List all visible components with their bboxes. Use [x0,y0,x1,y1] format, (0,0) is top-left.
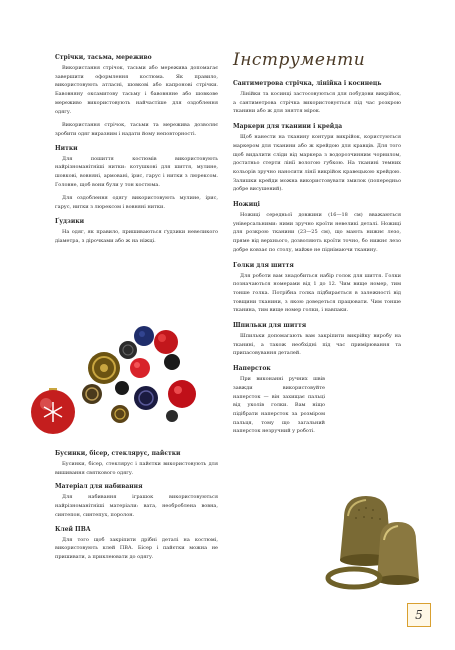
paragraph: Для роботи вам знадобиться набір голок для шиття. Голки позначаються номерами від 1 до 12. Чим вище номер, тим тонше голка. Потрібна голка підбирається в залежності від товщини тканини, з якою доведеться працювати. Чим тонше тканина, тим вище номер голки, і навпаки. [233,272,401,314]
paragraph: Використання стрічок, тасьми або мереживa допомагає завершити оформлення костюма. Як правило, використовують атласні, шовкові або капронові стрічки. Бавовняну оксамитову тасьму і бавовняне або шовкове мереживо використовують найчастіше для оздоблення одягу. [55,65,218,115]
paragraph: Для оздоблення одягу використовують мулине, ірис, гарус, нитки з люрексом і вовняні нитки. [55,195,218,211]
left-column [55,54,218,251]
section-title: Матеріал для набивання [55,483,143,491]
right-column [233,50,401,443]
button-icon [130,358,150,378]
paragraph: Бусинки, бісер, стеклярус і пайєтки використовують для вишивання святкового одягу. [55,461,218,476]
section-scissors [233,201,401,255]
button-icon [111,405,129,423]
ornament-icon [31,388,75,434]
chapter-title: Інструменти [233,50,366,70]
paragraph: Шпильки допомагають вам закріпити викрійку виробу на тканині, а також необхідні під час примірювання та припасовування деталей. [233,333,401,357]
section-needles [233,262,401,316]
section-title: Нитки [55,144,78,152]
page-number: 5 [407,603,431,627]
section-buttons [55,218,218,245]
button-icon [168,380,196,408]
button-icon [115,381,129,395]
section-title: Шпильки для шиття [233,322,307,330]
button-icon [134,326,154,346]
section-tape-ruler [233,80,401,116]
section-threads [55,145,218,212]
thimble-photo [324,488,424,593]
section-title: Сантиметрова стрічка, лінійка і косинець [233,80,382,87]
paragraph: Використання стрічок, тасьми та мереживa дозволяє зробити одяг виразним і надати йому неповторності. [55,122,218,137]
section-title: Наперсток [233,365,271,373]
thimble-ring-icon [328,569,380,587]
section-beads [55,450,218,477]
button-icon [164,354,180,370]
section-title: Ножиці [233,201,260,209]
section-title: Стрічки, тасьма, мереживо [55,54,152,61]
thimble-icon [377,522,419,585]
section-glue [55,526,218,562]
button-icon [154,330,178,354]
paragraph: Для пошиття костюмів використовують найрізноманітніші нитки: котушкові для шиття, мулине, шовкові, вовняні, армовані, ірис, гарус і нитки з люрексом. Головне, щоб вони були у тон костюма. [55,155,218,188]
buttons-photo [22,302,220,442]
button-icon [88,352,120,384]
section-title: Маркери для тканини і крейда [233,123,343,131]
left-column-bottom [55,450,218,568]
paragraph: Для набивання іграшок використовуються найрізноманітніші матеріали: вата, необроблена вовна, синтепон, синтепух, поролон. [55,494,218,518]
section-pins [233,322,401,358]
section-markers [233,123,401,194]
button-icon [134,386,158,410]
section-title: Бусинки, бісер, стеклярус, пайєтки [55,450,181,457]
button-icon [166,410,178,422]
paragraph: На одяг, як правило, пришиваються ґудзики невеликого діаметра, з дірочками або ж на ніжці. [55,228,218,244]
button-icon [82,384,102,404]
paragraph: Для того щоб закріпити дрібні деталі на костюмі, використовують клей ПВА. Бісер і пайєтки можна не пришивати, а приклеювати до одягу. [55,536,218,560]
section-stuffing [55,483,218,519]
paragraph: Лінійки та косинці застосовуються для побудови викрійок, а сантиметрова стрічка використовується під час розкрою тканини або ж для зняття мірок. [233,91,401,115]
section-title: Клей ПВА [55,525,91,533]
section-ribbons [55,54,218,139]
paragraph: Щоб нанести на тканину контури викрійок, користуються маркером для тканини або ж крейдою для кравців. Для того щоб видалити сліди від маркера з водорозчинним чорнилом, достатньо стерти лінії вологою губкою. На тканині темних кольорів зручно наносити лінії викрійок кравецькою крейдою. Залишки крейди можна використовувати змилок (попередньо добре висушений). [233,134,401,193]
paragraph: При виконанні ручних швів завжди використовуйте наперсток — він захищає пальці від уколів голки. Вам ніщо підібрати наперсток за розміром пальця, тому що загальний наперсток незручний у роботі. [233,376,325,435]
section-thimble [233,365,401,436]
section-title: Ґудзики [55,217,85,225]
section-title: Голки для шиття [233,261,294,269]
button-icon [119,341,137,359]
paragraph: Ножиці середньої довжини (16—18 см) вважаються універсальними: ними зручно кроїти невеликі деталі. Ножиці для розкрою тканини (23—25 см), що мають нижнє лезо, пряме від верхнього, дозволяють кроїти точно, бо нижнє лезо добре ковзає по столу, майже не піднімаючи тканину. [233,212,401,253]
